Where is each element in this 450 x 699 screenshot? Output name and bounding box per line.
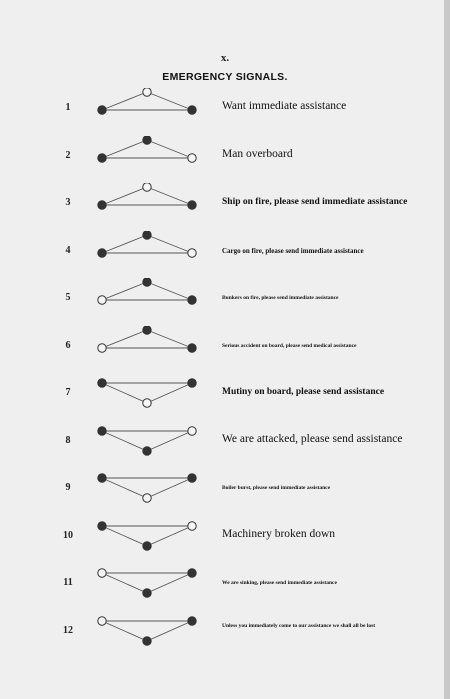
signal-apex-light (143, 541, 151, 549)
signal-row (0, 326, 450, 372)
signal-meaning: Unless you immediately come to our assistance we shall all be lost (222, 622, 376, 629)
signal-row (0, 468, 450, 514)
signal-left-light (98, 106, 106, 114)
signal-apex-light (143, 183, 151, 191)
signal-right-stay-line (147, 621, 192, 641)
signal-number: 9 (65, 482, 71, 493)
signal-left-light (98, 343, 106, 351)
signal-diagram (92, 468, 204, 514)
signal-right-stay-line (147, 92, 192, 110)
signal-right-stay-line (147, 526, 192, 546)
signal-right-stay-line (147, 573, 192, 593)
signal-apex-light (143, 636, 151, 644)
signal-left-stay-line (102, 282, 147, 300)
signal-row (0, 373, 450, 419)
signal-right-light (188, 379, 196, 387)
signal-right-light (188, 296, 196, 304)
signal-diagram (92, 88, 204, 134)
signal-meaning: Serious accident on board, please send medical assistance (222, 342, 357, 349)
signal-row (0, 136, 450, 182)
signal-left-light (98, 474, 106, 482)
signal-number: 8 (65, 434, 71, 446)
signal-right-light (188, 153, 196, 161)
signal-apex-light (143, 399, 151, 407)
signal-meaning: Want immediate assistance (222, 100, 347, 112)
signal-right-light (188, 521, 196, 529)
signal-right-stay-line (147, 478, 192, 498)
signal-number: 7 (65, 387, 71, 398)
signal-number: 5 (65, 292, 71, 303)
signal-right-light (188, 474, 196, 482)
signal-left-stay-line (102, 573, 147, 593)
signal-right-light (188, 201, 196, 209)
signal-number: 2 (65, 149, 71, 161)
signal-left-light (98, 296, 106, 304)
signal-row (0, 183, 450, 229)
signal-diagram (92, 231, 204, 277)
signal-right-stay-line (147, 431, 192, 451)
signal-left-stay-line (102, 92, 147, 110)
signal-meaning: Cargo on fire, please send immediate assistance (222, 246, 364, 255)
signal-apex-light (143, 136, 151, 144)
signal-left-light (98, 569, 106, 577)
signal-row (0, 88, 450, 134)
signal-number: 11 (63, 577, 73, 588)
signal-meaning: Machinery broken down (222, 527, 336, 540)
signal-left-stay-line (102, 383, 147, 403)
signal-left-light (98, 153, 106, 161)
signal-right-light (188, 569, 196, 577)
signal-meaning: Ship on fire, please send immediate assistance (222, 197, 408, 207)
signal-right-light (188, 616, 196, 624)
signal-apex-light (143, 326, 151, 334)
signal-apex-light (143, 589, 151, 597)
signal-meaning: Man overboard (222, 147, 293, 160)
signal-diagram (92, 563, 204, 609)
signal-diagram (92, 516, 204, 562)
signal-left-stay-line (102, 140, 147, 158)
signal-left-light (98, 201, 106, 209)
signal-left-stay-line (102, 235, 147, 253)
signal-row (0, 421, 450, 467)
signal-left-light (98, 379, 106, 387)
signal-right-light (188, 106, 196, 114)
signal-number: 12 (63, 624, 73, 636)
signal-row (0, 278, 450, 324)
signal-number: 6 (65, 339, 71, 351)
signal-row (0, 611, 450, 657)
signal-number: 3 (65, 197, 71, 208)
signal-right-stay-line (147, 282, 192, 300)
signal-right-light (188, 343, 196, 351)
signal-number: 4 (65, 244, 71, 256)
signal-right-light (188, 248, 196, 256)
signal-diagram (92, 421, 204, 467)
signal-left-stay-line (102, 330, 147, 348)
page-number: x. (220, 52, 230, 64)
signal-meaning: We are sinking, please send immediate assistance (222, 580, 337, 586)
signal-apex-light (143, 278, 151, 286)
signal-left-light (98, 248, 106, 256)
page-heading: EMERGENCY SIGNALS. (162, 71, 288, 83)
signal-row (0, 563, 450, 609)
signal-meaning: Boiler burst, please send immediate assistance (222, 485, 331, 491)
signal-diagram (92, 136, 204, 182)
signal-row (0, 516, 450, 562)
signal-diagram (92, 373, 204, 419)
signal-row (0, 231, 450, 277)
signal-number: 10 (63, 529, 73, 541)
signal-apex-light (143, 231, 151, 239)
signal-diagram (92, 183, 204, 229)
signal-number: 1 (65, 102, 71, 113)
signal-left-light (98, 521, 106, 529)
signal-left-stay-line (102, 478, 147, 498)
signal-right-stay-line (147, 330, 192, 348)
signal-left-stay-line (102, 187, 147, 205)
signal-meaning: Mutiny on board, please send assistance (222, 387, 385, 397)
signal-right-stay-line (147, 140, 192, 158)
signal-right-stay-line (147, 235, 192, 253)
signal-diagram (92, 611, 204, 657)
signal-apex-light (143, 446, 151, 454)
signal-right-light (188, 426, 196, 434)
signal-left-light (98, 616, 106, 624)
signal-left-stay-line (102, 621, 147, 641)
signal-diagram (92, 278, 204, 324)
signal-right-stay-line (147, 187, 192, 205)
signal-meaning: Bunkers on fire, please send immediate assistance (222, 295, 339, 301)
signal-apex-light (143, 494, 151, 502)
signal-right-stay-line (147, 383, 192, 403)
signal-left-light (98, 426, 106, 434)
signal-apex-light (143, 88, 151, 96)
signal-left-stay-line (102, 526, 147, 546)
signal-left-stay-line (102, 431, 147, 451)
signal-meaning: We are attacked, please send assistance (222, 432, 403, 445)
signal-diagram (92, 326, 204, 372)
